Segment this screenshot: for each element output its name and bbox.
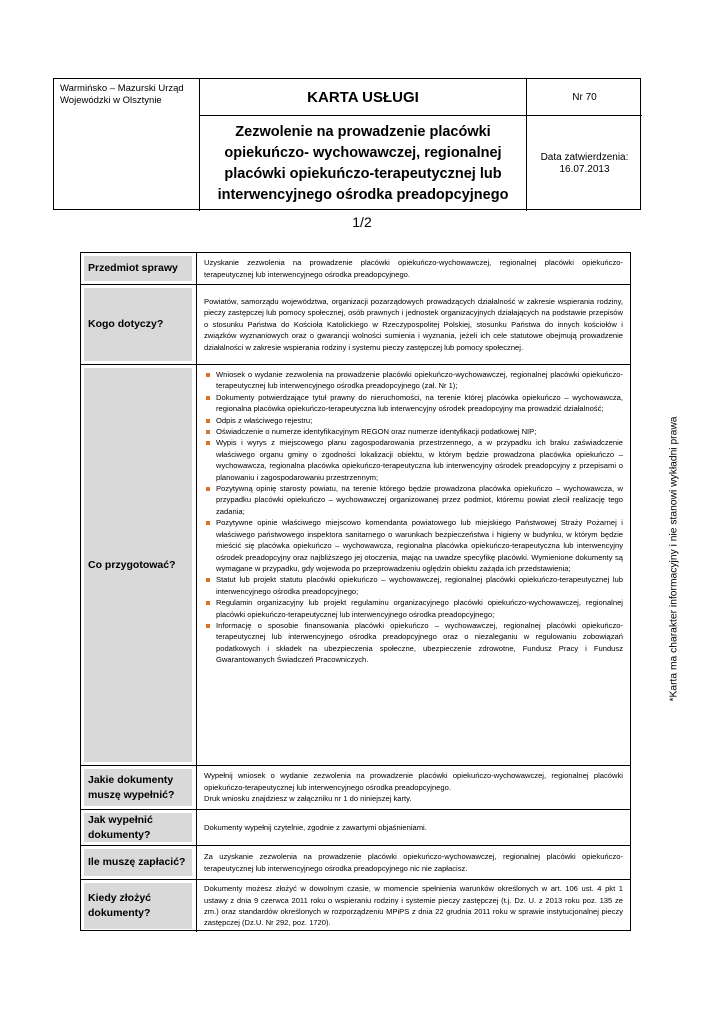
list-item <box>204 574 623 597</box>
bullet-icon <box>206 441 210 445</box>
row-label-fee: Ile muszę zapłacić? <box>84 849 192 876</box>
bullet-icon <box>206 578 210 582</box>
row-text-forms <box>197 766 630 809</box>
bullet-icon <box>206 487 210 491</box>
row-list-prepare <box>197 365 630 765</box>
list-item-text: Pozytywną opinię starosty powiatu, na terenie którego będzie prowadzona placówka opiekuńczo – wychowawcza, w przypadku placówki opiekuńczo – wychowawczej organizowanej przez podmiot, któremu powiat zlecił realizację tego zadania; <box>216 484 623 516</box>
bullet-icon <box>206 430 210 434</box>
list-item <box>204 415 623 426</box>
list-item <box>204 369 623 392</box>
list-item-text: Oświadczenie o numerze identyfikacyjnym REGON oraz numerze identyfikacji podatkowej NIP; <box>216 427 537 437</box>
card-title: KARTA USŁUGI <box>200 79 527 116</box>
list-item <box>204 392 623 415</box>
bullet-icon <box>206 419 210 423</box>
required-documents-list <box>204 369 623 666</box>
bullet-icon <box>206 624 210 628</box>
service-card-header <box>53 78 641 210</box>
bullet-icon <box>206 601 210 605</box>
row-text-how: Dokumenty wypełnij czytelnie, zgodnie z zawartymi objaśnieniami. <box>204 822 427 832</box>
bullet-icon <box>206 373 210 377</box>
row-label-prepare: Co przygotować? <box>84 368 192 762</box>
row-text-when: Dokumenty możesz złożyć w dowolnym czasie, w momencie spełnienia warunków określonych w art. 106 ust. 4 pkt 1 ustawy z dnia 9 czerwca 2011 roku o wspieraniu rodziny i systemie pieczy zastępczej (t.j. Dz. U. z 2013 roku poz. 135 ze zm.) oraz standardów określonych w rozporządzeniu MPiPS z dnia 22 grudnia 2011 roku w sprawie instytucjonalnej pieczy zastępczej (Dz.U. Nr 292, poz. 1720). <box>204 884 623 928</box>
forms-instruction: Wypełnij wniosek o wydanie zezwolenia na prowadzenie placówki opiekuńczo-wychowawczej, regionalnej placówki opiekuńczo-terapeutycznej lub interwencyjnego ośrodka preadopcyjnego. <box>204 771 623 792</box>
list-item <box>204 517 623 574</box>
list-item-text: Statut lub projekt statutu placówki opiekuńczo – wychowawczej, regionalnej placówki opiekuńczo-terapeutycznej lub interwencyjnego ośrodka preadopcyjnego; <box>216 575 623 596</box>
bullet-icon <box>206 521 210 525</box>
list-item-text: Odpis z właściwego rejestru; <box>216 415 313 425</box>
card-number: Nr 70 <box>527 79 642 116</box>
list-item <box>204 437 623 483</box>
card-subject: Zezwolenie na prowadzenie placówki opiekuńczo- wychowawczej, regionalnej placówki opiekuńczo-terapeutycznej lub interwencyjnego ośrodka preadopcyjnego <box>200 116 527 211</box>
row-subject <box>81 253 630 284</box>
row-forms <box>81 765 630 809</box>
list-item-text: Wniosek o wydanie zezwolenia na prowadzenie placówki opiekuńczo-wychowawczej, regionalnej placówki opiekuńczo-terapeutycznej lub interwencyjnego ośrodka preadopcyjnego (zał. Nr 1); <box>216 370 623 391</box>
list-item-text: Pozytywne opinie właściwego miejscowo komendanta powiatowego lub miejskiego Państwowej Straży Pożarnej i właściwego państwowego inspektora sanitarnego o warunkach bezpieczeństwa i higieny w budynku, w którym będzie mieścić się placówka opiekuńczo – wychowawcza, regionalna placówka opiekuńczo-terapeutyczna lub interwencyjny ośrodek preadopcyjny oraz najbliższego jej otoczenia, mając na uwadze specyfikę placówki. Wymienione dokumenty są wymagane w przypadku, gdy wojewoda po przeprowadzeniu oględzin obiektu zażąda ich przedstawienia; <box>216 518 623 573</box>
row-prepare <box>81 364 630 765</box>
list-item <box>204 620 623 666</box>
row-label-how: Jak wypełnić dokumenty? <box>84 813 192 842</box>
row-who <box>81 284 630 364</box>
list-item-text: Regulamin organizacyjny lub projekt regulaminu organizacyjnego placówki opiekuńczo-wychowawczej, regionalnej placówki opiekuńczo-terapeutycznej lub interwencyjnego ośrodka preadopcyjnego; <box>216 598 623 619</box>
row-label-forms: Jakie dokumenty muszę wypełnić? <box>84 769 192 806</box>
approval-date: Data zatwierdzenia: 16.07.2013 <box>540 151 629 175</box>
row-text-fee: Za uzyskanie zezwolenia na prowadzenie placówki opiekuńczo-wychowawczej, regionalnej placówki opiekuńczo-terapeutycznej lub interwencyjnego ośrodka preadopcyjnego nic nie zapłacisz. <box>204 852 623 873</box>
page-number: 1/2 <box>352 214 372 230</box>
row-label-subject: Przedmiot sprawy <box>84 256 192 281</box>
disclaimer-note <box>668 403 680 715</box>
row-label-who: Kogo dotyczy? <box>84 288 192 361</box>
list-item-text: Wypis i wyrys z miejscowego planu zagospodarowania przestrzennego, a w przypadku ich braku zaświadczenie właściwego organu gminy o zgodności lokalizacji obiektu, w którym będzie prowadzona placówka opiekuńczo – wychowawcza, regionalna placówka opiekuńczo-terapeutyczna lub interwencyjny ośrodek preadopcyjny z przepisami o planowaniu i zagospodarowaniu przestrzennym; <box>216 438 623 482</box>
list-item-text: Informację o sposobie finansowania placówki opiekuńczo – wychowawczej, regionalnej placówki opiekuńczo-terapeutycznej lub interwencyjnego ośrodka preadopcyjnego oraz o niezaleganiu w regulowaniu zobowiązań podatkowych i składek na ubezpieczenia społeczne, ubezpieczenie zdrowotne, Fundusz Pracy i Fundusz Gwarantowanych Świadczeń Pracowniczych. <box>216 620 623 665</box>
row-text-subject: Uzyskanie zezwolenia na prowadzenie placówki opiekuńczo-wychowawczej, regionalnej placówki opiekuńczo-terapeutycznej lub interwencyjnego ośrodka preadopcyjnego. <box>204 258 623 279</box>
row-text-who: Powiatów, samorządu województwa, organizacji pozarządowych prowadzących działalność w zakresie wspierania rodziny, pieczy zastępczej lub pomocy społecznej, osób prawnych i jednostek organizacyjnych działających na podstawie przepisów o stosunku Państwa do Kościoła Katolickiego w Rzeczypospolitej Polskiej, stosunku Państwa do innych kościołów i związków wyznaniowych oraz o gwarancji wolności sumienia i wyznania, jeżeli ich cele statutowe obejmują prowadzenie działalności w zakresie wspierania rodziny i systemu pieczy zastępczej lub pomocy społecznej. <box>204 296 623 352</box>
row-fee <box>81 845 630 879</box>
bullet-icon <box>206 396 210 400</box>
row-when <box>81 879 630 932</box>
row-label-when: Kiedy złożyć dokumenty? <box>84 883 192 929</box>
list-item <box>204 426 623 437</box>
row-how <box>81 809 630 845</box>
list-item <box>204 483 623 517</box>
disclaimer-text: *Karta ma charakter informacyjny i nie stanowi wykładni prawa <box>668 416 680 702</box>
forms-attachment-note: Druk wniosku znajdziesz w załączniku nr 1 do niniejszej karty. <box>204 794 412 804</box>
list-item <box>204 597 623 620</box>
service-info-table <box>80 252 631 931</box>
office-name: Warmińsko – Mazurski Urząd Wojewódzki w Olsztynie <box>54 79 200 211</box>
list-item-text: Dokumenty potwierdzające tytuł prawny do nieruchomości, na terenie której placówka opiekuńczo – wychowawcza, regionalna placówka opiekuńczo-terapeutyczna lub interwencyjny ośrodek preadopcyjny ma prowadzić działalność; <box>216 392 623 414</box>
